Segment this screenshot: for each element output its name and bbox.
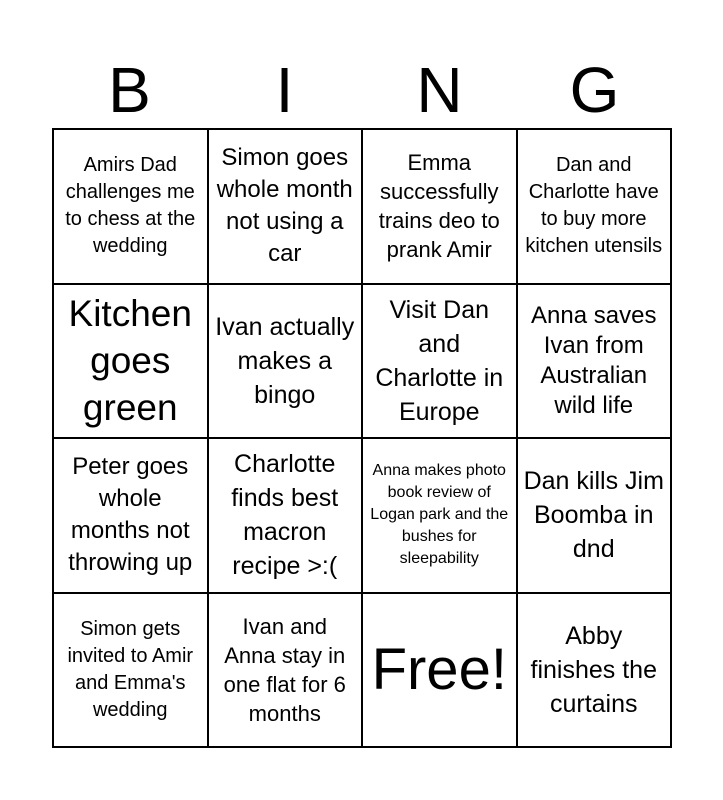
bingo-cell-r1c4[interactable] [518, 130, 673, 285]
cell-text: Anna makes photo book review of Logan park and the bushes for sleepability [370, 462, 509, 568]
cell-text: Simon goes whole month not using a car [216, 144, 353, 268]
cell-text: Simon gets invited to Amir and Emma's wedding [67, 617, 194, 721]
bingo-cell-free[interactable] [363, 594, 518, 749]
header-letter-b: B [108, 54, 151, 126]
header-letter-g: G [569, 54, 620, 126]
bingo-cell-r2c1[interactable] [54, 285, 209, 440]
bingo-cell-r3c2[interactable] [209, 439, 364, 594]
bingo-cell-r4c4[interactable] [518, 594, 673, 749]
bingo-cell-r3c1[interactable] [54, 439, 209, 594]
cell-text: Emma successfully trains deo to prank Amir [378, 150, 500, 263]
bingo-cell-r2c2[interactable] [209, 285, 364, 440]
cell-text: Charlotte finds best macron recipe >:( [231, 450, 339, 581]
bingo-cell-r1c3[interactable] [363, 130, 518, 285]
bingo-cell-r1c1[interactable] [54, 130, 209, 285]
cell-text: Dan kills Jim Boomba in dnd [523, 467, 664, 564]
header-letter-i: I [275, 54, 294, 126]
bingo-cell-r2c4[interactable] [518, 285, 673, 440]
cell-text: Dan and Charlotte have to buy more kitchen utensils [525, 154, 663, 258]
bingo-cell-r2c3[interactable] [363, 285, 518, 440]
bingo-grid [52, 128, 672, 748]
cell-text: Visit Dan and Charlotte in Europe [375, 295, 504, 426]
bingo-cell-r3c4[interactable] [518, 439, 673, 594]
cell-text: Ivan and Anna stay in one flat for 6 months [223, 613, 346, 726]
bingo-cell-r4c1[interactable] [54, 594, 209, 749]
cell-text: Kitchen goes green [68, 293, 192, 429]
header-letter-n: N [416, 54, 463, 126]
bingo-header [52, 52, 672, 128]
cell-text: Abby finishes the curtains [530, 621, 657, 718]
cell-text: Ivan actually makes a bingo [215, 312, 355, 409]
bingo-cell-r4c2[interactable] [209, 594, 364, 749]
bingo-cell-r1c2[interactable] [209, 130, 364, 285]
cell-text: Peter goes whole months not throwing up [68, 453, 193, 577]
cell-text: Anna saves Ivan from Australian wild life [531, 301, 657, 419]
free-space-text: Free! [371, 636, 507, 702]
cell-text: Amirs Dad challenges me to chess at the wedding [65, 154, 196, 258]
bingo-cell-r3c3[interactable] [363, 439, 518, 594]
